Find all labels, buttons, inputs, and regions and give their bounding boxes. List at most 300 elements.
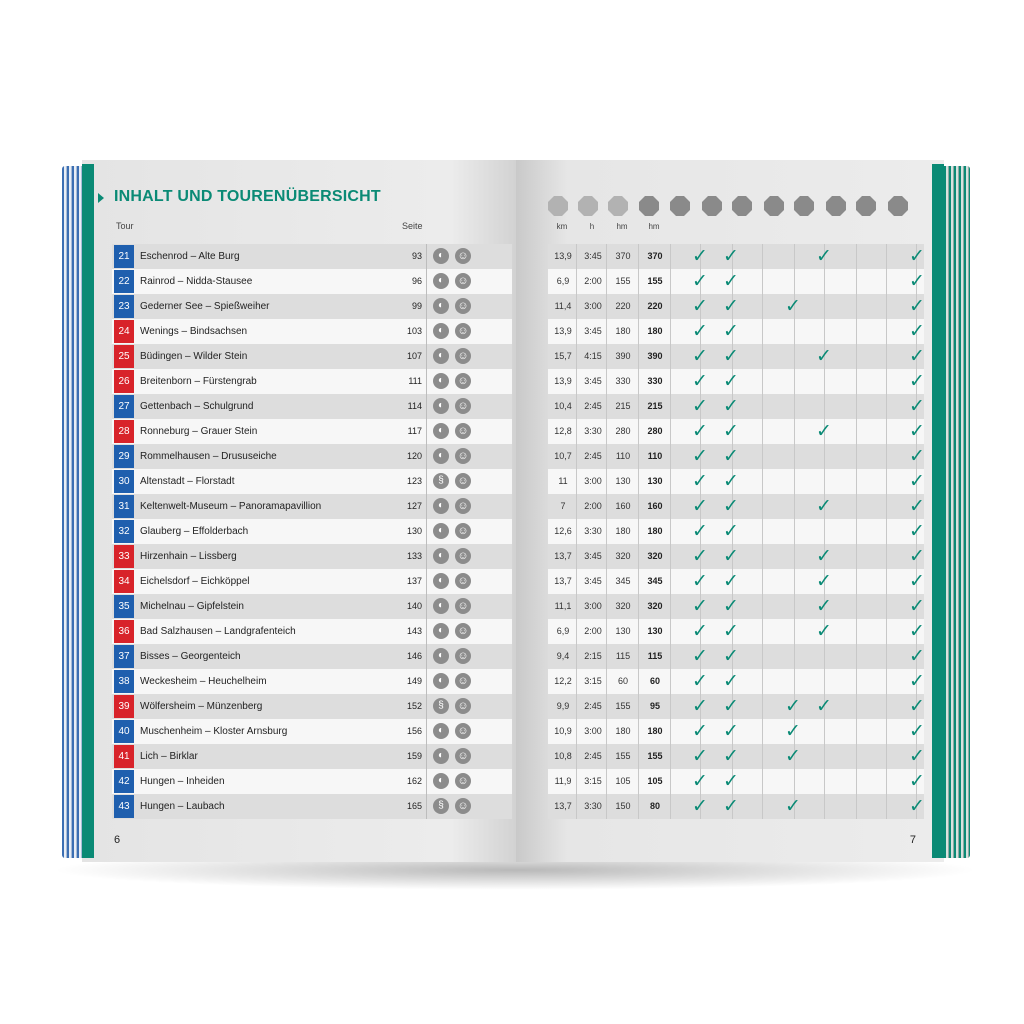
- difficulty-icon: ◐: [433, 723, 449, 739]
- divider: [794, 469, 795, 494]
- divider: [794, 494, 795, 519]
- distance-km: 12,8: [554, 426, 572, 436]
- divider: [426, 794, 427, 819]
- divider: [638, 444, 639, 469]
- divider: [638, 344, 639, 369]
- tour-page: 137: [406, 576, 422, 586]
- kid-friendly-icon: ☺: [455, 248, 471, 264]
- divider: [606, 544, 607, 569]
- divider: [426, 544, 427, 569]
- check-icon: ✓: [692, 621, 708, 642]
- divider: [886, 244, 887, 269]
- divider: [426, 394, 427, 419]
- duration-h: 3:30: [584, 526, 602, 536]
- check-icon: ✓: [909, 421, 925, 442]
- divider: [576, 319, 577, 344]
- tour-row[interactable]: [112, 344, 512, 369]
- tour-page: 156: [406, 726, 422, 736]
- divider: [426, 419, 427, 444]
- tour-data-row: [548, 469, 924, 494]
- difficulty-icon: ◐: [433, 573, 449, 589]
- check-icon: ✓: [692, 371, 708, 392]
- tour-row[interactable]: [112, 794, 512, 819]
- divider: [576, 569, 577, 594]
- divider: [606, 319, 607, 344]
- difficulty-icon: ◐: [433, 673, 449, 689]
- kid-friendly-icon: ☺: [455, 598, 471, 614]
- right-page: [516, 160, 944, 862]
- check-icon: ✓: [909, 346, 925, 367]
- divider: [576, 519, 577, 544]
- divider: [824, 319, 825, 344]
- divider: [886, 719, 887, 744]
- tour-name: Hungen – Inheiden: [140, 776, 225, 787]
- tour-row[interactable]: [112, 369, 512, 394]
- check-icon: ✓: [909, 571, 925, 592]
- descent-hm: 370: [647, 251, 663, 261]
- divider: [606, 444, 607, 469]
- distance-km: 9,9: [556, 701, 570, 711]
- divider: [762, 694, 763, 719]
- tour-name: Lich – Birklar: [140, 751, 198, 762]
- divider: [426, 619, 427, 644]
- duration-h: 2:00: [584, 276, 602, 286]
- divider: [794, 619, 795, 644]
- duration-h: 3:15: [584, 676, 602, 686]
- divider: [762, 319, 763, 344]
- difficulty-icon: ◐: [433, 423, 449, 439]
- check-icon: ✓: [692, 646, 708, 667]
- kid-friendly-icon: ☺: [455, 473, 471, 489]
- tour-data-row: [548, 669, 924, 694]
- tour-row[interactable]: [112, 419, 512, 444]
- divider: [670, 794, 671, 819]
- divider: [824, 669, 825, 694]
- divider: [762, 519, 763, 544]
- divider: [638, 294, 639, 319]
- divider: [856, 244, 857, 269]
- difficulty-icon: ◐: [433, 398, 449, 414]
- type-icon: [732, 196, 752, 216]
- tour-page: 149: [406, 676, 422, 686]
- descent-hm: 155: [647, 751, 663, 761]
- distance-km: 7: [560, 501, 566, 511]
- column-header-km: km: [556, 222, 568, 231]
- divider: [638, 744, 639, 769]
- duration-h: 3:45: [584, 251, 602, 261]
- divider: [856, 294, 857, 319]
- tour-row[interactable]: [112, 694, 512, 719]
- tour-name: Hungen – Laubach: [140, 801, 225, 812]
- distance-km: 13,9: [554, 326, 572, 336]
- check-icon: ✓: [692, 421, 708, 442]
- tour-row[interactable]: [112, 269, 512, 294]
- page-title: INHALT UND TOURENÜBERSICHT: [114, 188, 381, 205]
- ascent-hm: 150: [615, 801, 631, 811]
- divider: [886, 444, 887, 469]
- divider: [670, 369, 671, 394]
- tour-row[interactable]: [112, 294, 512, 319]
- descent-hm: 320: [647, 601, 663, 611]
- divider: [606, 744, 607, 769]
- check-icon: ✓: [692, 771, 708, 792]
- divider: [856, 769, 857, 794]
- divider: [762, 394, 763, 419]
- tour-data-row: [548, 719, 924, 744]
- divider: [576, 794, 577, 819]
- tour-row[interactable]: [112, 719, 512, 744]
- divider: [670, 319, 671, 344]
- tour-row[interactable]: [112, 619, 512, 644]
- descent-hm: 110: [647, 451, 663, 461]
- divider: [638, 594, 639, 619]
- check-icon: ✓: [909, 671, 925, 692]
- divider: [426, 344, 427, 369]
- divider: [606, 769, 607, 794]
- descent-hm: 390: [647, 351, 663, 361]
- duration-h: 4:15: [584, 351, 602, 361]
- divider: [762, 344, 763, 369]
- divider: [638, 494, 639, 519]
- check-icon: ✓: [692, 346, 708, 367]
- check-icon: ✓: [816, 496, 832, 517]
- divider: [606, 669, 607, 694]
- divider: [670, 419, 671, 444]
- tour-page: 127: [406, 501, 422, 511]
- tour-row[interactable]: [112, 769, 512, 794]
- divider: [638, 419, 639, 444]
- kid-friendly-icon: ☺: [455, 698, 471, 714]
- check-icon: ✓: [816, 621, 832, 642]
- divider: [886, 469, 887, 494]
- divider: [856, 344, 857, 369]
- tour-row[interactable]: [112, 444, 512, 469]
- check-icon: ✓: [816, 571, 832, 592]
- check-icon: ✓: [909, 546, 925, 567]
- tour-row[interactable]: [112, 519, 512, 544]
- tour-page: 165: [406, 801, 422, 811]
- divider: [762, 794, 763, 819]
- check-icon: ✓: [909, 471, 925, 492]
- divider: [576, 419, 577, 444]
- check-icon: ✓: [909, 446, 925, 467]
- tour-row[interactable]: [112, 544, 512, 569]
- divider: [638, 794, 639, 819]
- tour-number: 40: [114, 720, 134, 743]
- tour-row[interactable]: [112, 744, 512, 769]
- divider: [886, 794, 887, 819]
- tour-number: 42: [114, 770, 134, 793]
- divider: [576, 719, 577, 744]
- page-number-left: 6: [114, 834, 121, 846]
- divider: [794, 344, 795, 369]
- difficulty-icon: ◐: [433, 448, 449, 464]
- descent-hm: 130: [647, 626, 663, 636]
- divider: [762, 719, 763, 744]
- distance-km: 13,7: [554, 801, 572, 811]
- divider: [824, 519, 825, 544]
- type-icon: [826, 196, 846, 216]
- kid-friendly-icon: ☺: [455, 573, 471, 589]
- descent-hm: 95: [649, 701, 660, 711]
- distance-km: 10,4: [554, 401, 572, 411]
- divider: [606, 644, 607, 669]
- check-icon: ✓: [692, 246, 708, 267]
- left-page: [82, 160, 516, 862]
- ascent-hm: 105: [615, 776, 631, 786]
- check-icon: ✓: [723, 271, 739, 292]
- check-icon: ✓: [816, 596, 832, 617]
- duration-h: 3:00: [584, 476, 602, 486]
- tour-row[interactable]: [112, 494, 512, 519]
- divider: [426, 519, 427, 544]
- divider: [670, 269, 671, 294]
- tour-number: 31: [114, 495, 134, 518]
- divider: [856, 494, 857, 519]
- difficulty-icon: [639, 196, 659, 216]
- difficulty-icon: ◐: [433, 298, 449, 314]
- column-header-icons: [548, 196, 924, 220]
- divider: [794, 769, 795, 794]
- duration-h: 3:45: [584, 551, 602, 561]
- duration-h: 2:45: [584, 701, 602, 711]
- tour-page: 123: [406, 476, 422, 486]
- check-icon: ✓: [785, 696, 801, 717]
- duration-h: 2:45: [584, 451, 602, 461]
- distance-km: 10,8: [554, 751, 572, 761]
- ascent-hm: 280: [615, 426, 631, 436]
- tour-page: 120: [406, 451, 422, 461]
- check-icon: ✓: [723, 496, 739, 517]
- difficulty-icon: §: [433, 473, 449, 489]
- ascent-hm: 155: [615, 751, 631, 761]
- divider: [762, 244, 763, 269]
- divider: [638, 394, 639, 419]
- divider: [576, 244, 577, 269]
- tour-row[interactable]: [112, 394, 512, 419]
- ascent-hm: 60: [617, 676, 628, 686]
- divider: [426, 569, 427, 594]
- tour-row[interactable]: [112, 469, 512, 494]
- tour-row[interactable]: [112, 244, 512, 269]
- divider: [856, 394, 857, 419]
- divider: [824, 769, 825, 794]
- duration-h: 3:45: [584, 326, 602, 336]
- descent-hm: 330: [647, 376, 663, 386]
- kid-friendly-icon: ☺: [455, 773, 471, 789]
- check-icon: ✓: [816, 246, 832, 267]
- check-icon: ✓: [692, 321, 708, 342]
- difficulty-icon: ◐: [433, 623, 449, 639]
- divider: [638, 669, 639, 694]
- distance-km: 11: [558, 476, 568, 486]
- column-header-seite: Seite: [402, 221, 423, 231]
- check-icon: ✓: [692, 296, 708, 317]
- distance-km: 12,2: [554, 676, 572, 686]
- difficulty-icon: ◐: [433, 273, 449, 289]
- tour-number: 30: [114, 470, 134, 493]
- tour-data-row: [548, 769, 924, 794]
- ascent-hm: 370: [615, 251, 631, 261]
- divider: [576, 269, 577, 294]
- divider: [606, 419, 607, 444]
- divider: [856, 794, 857, 819]
- divider: [426, 444, 427, 469]
- kid-friendly-icon: ☺: [455, 298, 471, 314]
- difficulty-icon: ◐: [433, 648, 449, 664]
- divider: [638, 769, 639, 794]
- divider: [426, 744, 427, 769]
- divider: [886, 594, 887, 619]
- kid-friendly-icon: ☺: [455, 348, 471, 364]
- divider: [426, 469, 427, 494]
- duration-h: 3:45: [584, 376, 602, 386]
- descent-hm: 160: [647, 501, 663, 511]
- divider: [638, 469, 639, 494]
- divider: [762, 369, 763, 394]
- divider: [886, 394, 887, 419]
- divider: [794, 369, 795, 394]
- divider: [762, 444, 763, 469]
- divider: [824, 744, 825, 769]
- accent-bar-right: [932, 164, 944, 858]
- ascent-hm: 215: [615, 401, 631, 411]
- tour-data-row: [548, 369, 924, 394]
- duration-h: 3:00: [584, 301, 602, 311]
- tour-row[interactable]: [112, 319, 512, 344]
- duration-h: 3:30: [584, 801, 602, 811]
- divider: [576, 544, 577, 569]
- divider: [638, 719, 639, 744]
- tour-data-row: [548, 319, 924, 344]
- distance-km: 11,9: [554, 776, 572, 786]
- tour-number: 23: [114, 295, 134, 318]
- tour-name: Bisses – Georgenteich: [140, 651, 241, 662]
- divider: [794, 444, 795, 469]
- divider: [576, 594, 577, 619]
- divider: [856, 444, 857, 469]
- column-header-hm-down: hm: [648, 222, 660, 231]
- kid-friendly-icon: ☺: [455, 398, 471, 414]
- check-icon: ✓: [785, 746, 801, 767]
- ascent-hm: 320: [615, 551, 631, 561]
- tour-row[interactable]: [112, 569, 512, 594]
- tour-name: Weckesheim – Heuchelheim: [140, 676, 267, 687]
- divider: [606, 494, 607, 519]
- divider: [638, 694, 639, 719]
- ascent-hm: 160: [615, 501, 631, 511]
- check-icon: ✓: [909, 721, 925, 742]
- tour-name: Eichelsdorf – Eichköppel: [140, 576, 250, 587]
- divider: [762, 669, 763, 694]
- divider: [824, 444, 825, 469]
- divider: [606, 694, 607, 719]
- difficulty-icon: ◐: [433, 323, 449, 339]
- tour-name: Ronneburg – Grauer Stein: [140, 426, 258, 437]
- check-icon: ✓: [816, 546, 832, 567]
- tour-data-row: [548, 244, 924, 269]
- divider: [670, 544, 671, 569]
- check-icon: ✓: [785, 796, 801, 817]
- descent-hm: 215: [647, 401, 663, 411]
- difficulty-icon: ◐: [433, 598, 449, 614]
- kid-friendly-icon: ☺: [455, 648, 471, 664]
- check-icon: ✓: [909, 271, 925, 292]
- tour-row[interactable]: [112, 594, 512, 619]
- tour-page: 146: [406, 651, 422, 661]
- divider: [670, 644, 671, 669]
- difficulty-icon: ◐: [433, 348, 449, 364]
- ascent-hm: 320: [615, 601, 631, 611]
- check-icon: ✓: [723, 446, 739, 467]
- divider: [794, 594, 795, 619]
- divider: [576, 344, 577, 369]
- ascent-hm: 155: [615, 701, 631, 711]
- divider: [794, 544, 795, 569]
- tour-number: 33: [114, 545, 134, 568]
- divider: [886, 319, 887, 344]
- divider: [856, 744, 857, 769]
- kid-friendly-icon: ☺: [455, 548, 471, 564]
- divider: [794, 244, 795, 269]
- tour-row[interactable]: [112, 669, 512, 694]
- divider: [576, 744, 577, 769]
- ascent-hm: 220: [615, 301, 631, 311]
- tour-name: Büdingen – Wilder Stein: [140, 351, 248, 362]
- check-icon: ✓: [692, 496, 708, 517]
- tour-list-left: [112, 244, 512, 819]
- tour-page: 152: [406, 701, 422, 711]
- tour-page: 130: [406, 526, 422, 536]
- divider: [670, 669, 671, 694]
- check-icon: ✓: [816, 696, 832, 717]
- divider: [762, 269, 763, 294]
- divider: [606, 344, 607, 369]
- divider: [576, 619, 577, 644]
- divider: [762, 594, 763, 619]
- divider: [824, 644, 825, 669]
- accent-bar-left: [82, 164, 94, 858]
- kid-friendly-icon: ☺: [455, 423, 471, 439]
- divider: [762, 469, 763, 494]
- difficulty-icon: ◐: [433, 248, 449, 264]
- check-icon: ✓: [723, 721, 739, 742]
- check-icon: ✓: [785, 296, 801, 317]
- kid-friendly-icon: ☺: [455, 448, 471, 464]
- tour-number: 43: [114, 795, 134, 818]
- tour-data-row: [548, 569, 924, 594]
- tour-page: 159: [406, 751, 422, 761]
- tour-row[interactable]: [112, 644, 512, 669]
- check-icon: ✓: [692, 571, 708, 592]
- check-icon: ✓: [723, 796, 739, 817]
- divider: [426, 719, 427, 744]
- check-icon: ✓: [692, 696, 708, 717]
- tour-name: Michelnau – Gipfelstein: [140, 601, 244, 612]
- divider: [794, 569, 795, 594]
- divider: [576, 694, 577, 719]
- check-icon: ✓: [723, 571, 739, 592]
- divider: [606, 394, 607, 419]
- difficulty-icon: ◐: [433, 748, 449, 764]
- check-icon: ✓: [692, 746, 708, 767]
- distance-km: 13,9: [554, 251, 572, 261]
- page-edges-right: [944, 166, 970, 858]
- tour-name: Hirzenhain – Lissberg: [140, 551, 237, 562]
- tour-name: Altenstadt – Florstadt: [140, 476, 235, 487]
- check-icon: ✓: [723, 596, 739, 617]
- ascent-hm: 130: [615, 626, 631, 636]
